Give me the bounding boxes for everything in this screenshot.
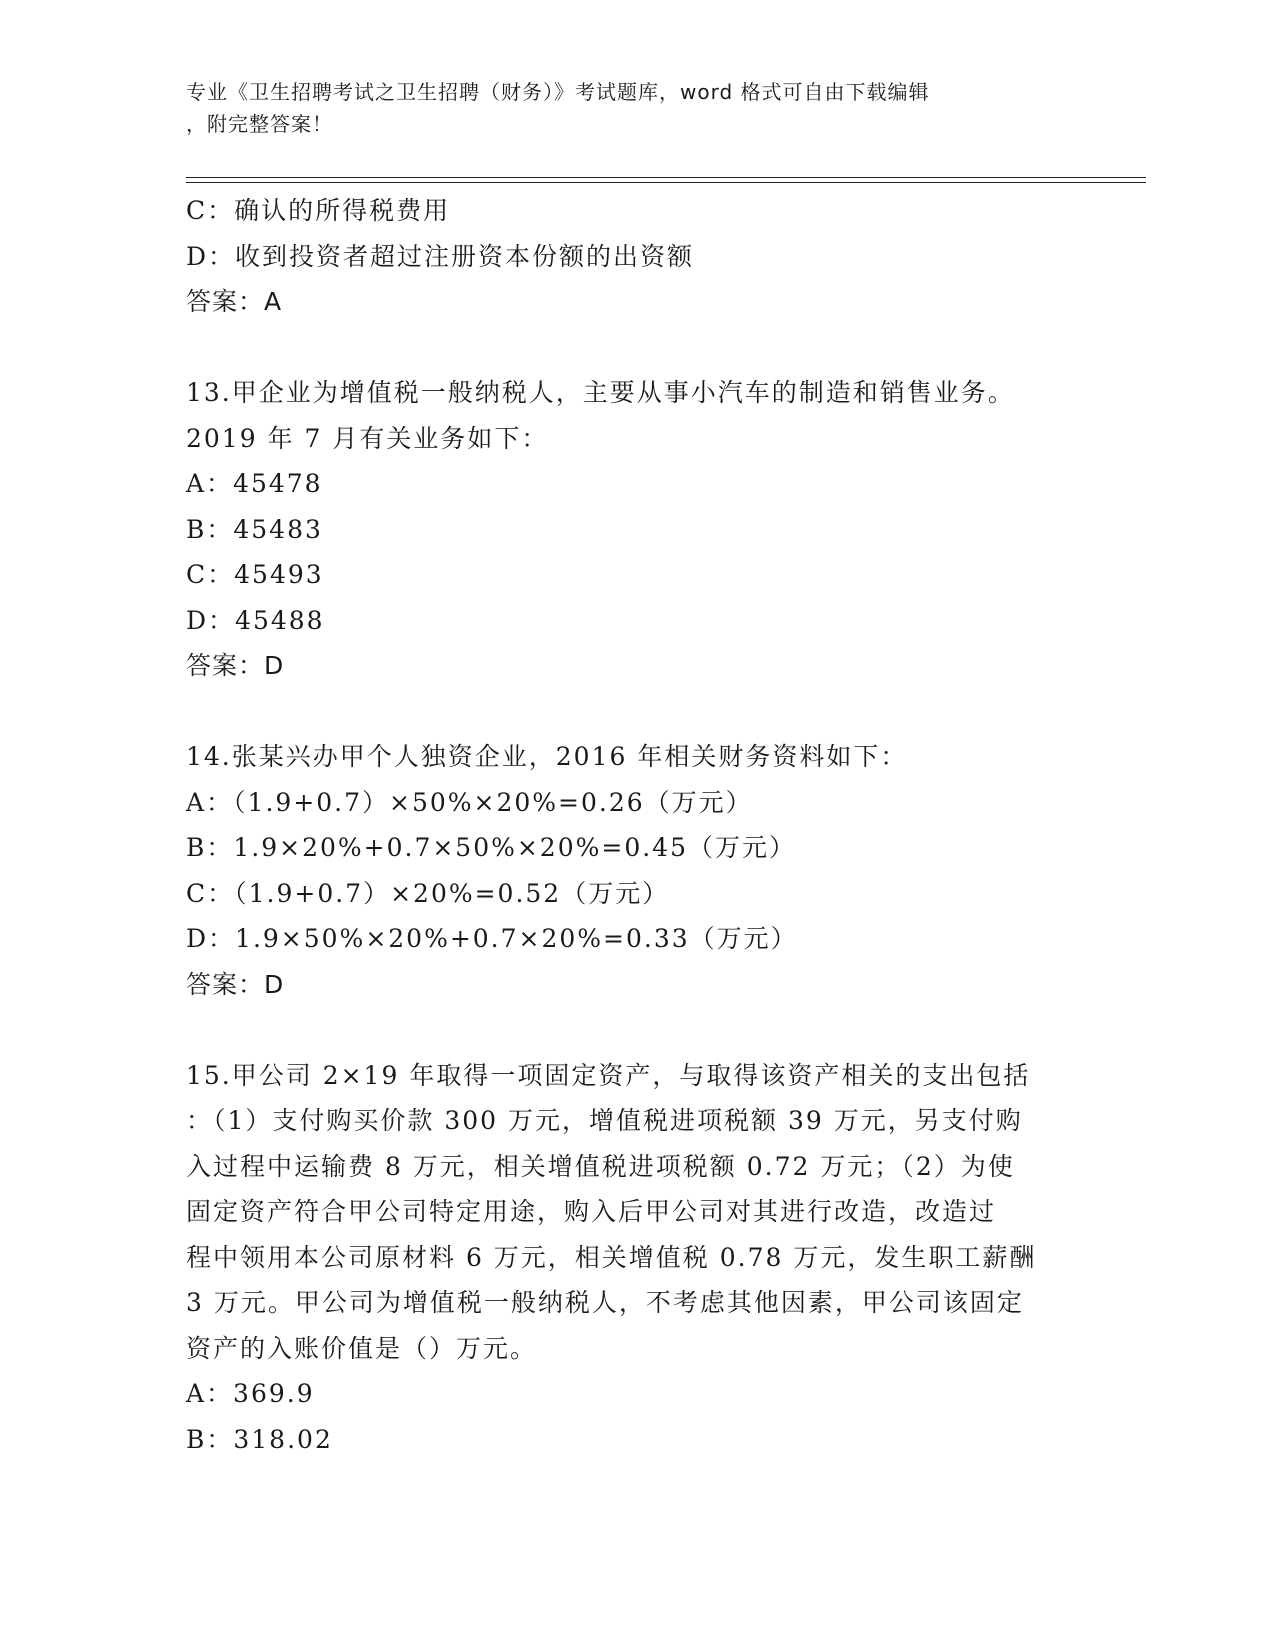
question-14-answer: 答案：D bbox=[186, 969, 285, 999]
question-15-stem-line: 15.甲公司 2×19 年取得一项固定资产，与取得该资产相关的支出包括 bbox=[186, 1060, 1031, 1090]
question-15-option-a: A：369.9 bbox=[186, 1379, 315, 1408]
document-body bbox=[186, 188, 1086, 1462]
question-15-option-b: B：318.02 bbox=[186, 1424, 333, 1454]
spacer bbox=[186, 325, 1086, 371]
question-13-option-d: D：45488 bbox=[186, 605, 325, 635]
question-14-stem-line: 14.张某兴办甲个人独资企业，2016 年相关财务资料如下： bbox=[186, 742, 908, 771]
question-15-stem-line: 固定资产符合甲公司特定用途，购入后甲公司对其进行改造，改造过 bbox=[186, 1197, 997, 1226]
document-header bbox=[186, 76, 1066, 140]
option-d: D：收到投资者超过注册资本份额的出资额 bbox=[186, 241, 695, 271]
question-13-option-a: A：45478 bbox=[186, 469, 323, 498]
question-15-stem-line: 3 万元。甲公司为增值税一般纳税人，不考虑其他因素，甲公司该固定 bbox=[186, 1288, 1024, 1317]
spacer bbox=[186, 689, 1086, 735]
question-13-stem-line: 2019 年 7 月有关业务如下： bbox=[186, 423, 549, 453]
question-15-stem-line: 程中领用本公司原材料 6 万元，相关增值税 0.78 万元，发生职工薪酬 bbox=[186, 1242, 1037, 1272]
question-15-stem-line: 资产的入账价值是（）万元。 bbox=[186, 1333, 538, 1363]
question-13-option-c: C：45493 bbox=[186, 560, 324, 589]
spacer bbox=[186, 1007, 1086, 1053]
header-line-2: ，附完整答案！ bbox=[186, 112, 333, 136]
question-13-option-b: B：45483 bbox=[186, 514, 323, 544]
question-14-option-d: D：1.9×50%×20%+0.7×20%=0.33（万元） bbox=[186, 924, 798, 953]
header-line-1: 专业《卫生招聘考试之卫生招聘（财务）》考试题库，word 格式可自由下载编辑 bbox=[186, 80, 930, 104]
header-rule-bottom bbox=[186, 182, 1146, 183]
answer-line: 答案：A bbox=[186, 287, 283, 316]
option-c: C：确认的所得税费用 bbox=[186, 196, 451, 225]
question-15-stem-line: 入过程中运输费 8 万元，相关增值税进项税额 0.72 万元；（2）为使 bbox=[186, 1151, 1015, 1181]
question-14-option-b: B：1.9×20%+0.7×50%×20%=0.45（万元） bbox=[186, 833, 796, 862]
question-14-option-c: C：（1.9+0.7）×20%=0.52（万元） bbox=[186, 878, 670, 908]
question-15-stem-line: ：（1）支付购买价款 300 万元，增值税进项税额 39 万元，另支付购 bbox=[186, 1106, 1023, 1135]
question-13-answer: 答案：D bbox=[186, 651, 285, 680]
header-rule-top bbox=[186, 177, 1146, 178]
question-13-stem-line: 13.甲企业为增值税一般纳税人，主要从事小汽车的制造和销售业务。 bbox=[186, 378, 1015, 407]
question-14-option-a: A：（1.9+0.7）×50%×20%=0.26（万元） bbox=[186, 787, 753, 817]
